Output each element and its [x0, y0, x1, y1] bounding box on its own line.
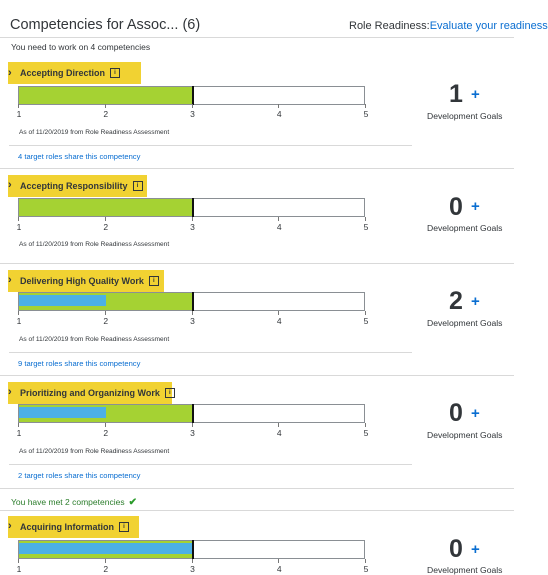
scale-tick: [18, 559, 19, 563]
scale-tick: [192, 217, 193, 221]
scale-label: 3: [190, 109, 195, 119]
info-icon[interactable]: i: [149, 276, 159, 286]
scale-tick: [192, 311, 193, 315]
scale-label: 1: [16, 109, 22, 119]
scale-label: 1: [16, 428, 22, 438]
scale-tick: [365, 104, 366, 108]
scale-tick: [192, 104, 193, 108]
section-divider: [0, 488, 514, 489]
goal-count: 2: [449, 287, 463, 315]
scale-tick: [365, 311, 366, 315]
expected-rating-marker: [192, 404, 194, 423]
goal-count: 0: [449, 193, 463, 221]
scale-label: 2: [103, 222, 109, 232]
development-goals-label[interactable]: Development Goals: [427, 565, 503, 575]
rating-bar: [18, 404, 365, 423]
divider: [9, 352, 412, 353]
development-goals-label[interactable]: Development Goals: [427, 430, 503, 440]
development-goals-label[interactable]: Development Goals: [427, 318, 503, 328]
competency-title[interactable]: [20, 181, 143, 192]
plus-icon[interactable]: +: [471, 405, 480, 422]
scale-label: 3: [190, 428, 195, 438]
as-of-text: As of 11/20/2019 from Role Readiness Assessment: [19, 448, 170, 455]
scale-label: 5: [363, 428, 369, 438]
scale-label: 5: [363, 564, 369, 574]
scale-label: 5: [363, 222, 369, 232]
chevron-right-icon[interactable]: ›: [8, 179, 12, 191]
info-icon[interactable]: i: [165, 388, 175, 398]
scale-label: 4: [276, 316, 282, 326]
role-readiness: [349, 20, 548, 32]
expected-rating-marker: [192, 540, 194, 559]
scale-label: 2: [103, 109, 109, 119]
chevron-right-icon[interactable]: ›: [8, 67, 12, 79]
scale-label: 5: [363, 316, 369, 326]
current-rating-fill: [19, 87, 193, 104]
shared-roles-link[interactable]: 4 target roles share this competency: [18, 152, 141, 161]
goal-count: 1: [449, 80, 463, 108]
scale-tick: [365, 423, 366, 427]
shared-roles-link[interactable]: 2 target roles share this competency: [18, 471, 141, 480]
chevron-right-icon[interactable]: ›: [8, 520, 12, 532]
scale-tick: [192, 559, 193, 563]
scale-label: 5: [363, 109, 369, 119]
scale-tick: [105, 104, 106, 108]
goal-count: 0: [449, 399, 463, 427]
scale-tick: [192, 423, 193, 427]
check-icon: ✔: [128, 497, 137, 508]
scale-tick: [105, 559, 106, 563]
rating-bar: [18, 86, 365, 105]
scale-label: 3: [190, 316, 195, 326]
scale-label: 2: [103, 316, 109, 326]
scale-tick: [278, 217, 279, 221]
met-summary: [11, 497, 137, 508]
competency-name[interactable]: Acquiring Information: [20, 522, 114, 532]
as-of-text: As of 11/20/2019 from Role Readiness Assessment: [19, 336, 170, 343]
expected-rating-marker: [192, 86, 194, 105]
self-rating-fill: [19, 543, 193, 554]
self-rating-fill: [19, 295, 106, 306]
development-goals-label[interactable]: Development Goals: [427, 111, 503, 121]
as-of-text: As of 11/20/2019 from Role Readiness Assessment: [19, 241, 170, 248]
self-rating-fill: [19, 407, 106, 418]
scale-label: 2: [103, 564, 109, 574]
scale-tick: [278, 311, 279, 315]
expected-rating-marker: [192, 292, 194, 311]
section-divider: [0, 510, 514, 511]
info-icon[interactable]: i: [110, 68, 120, 78]
scale-label: 3: [190, 222, 195, 232]
rating-bar: [18, 292, 365, 311]
competency-title[interactable]: [20, 68, 120, 79]
plus-icon[interactable]: +: [471, 198, 480, 215]
competency-name[interactable]: Prioritizing and Organizing Work: [20, 388, 160, 398]
scale-tick: [278, 104, 279, 108]
current-rating-fill: [19, 199, 193, 216]
scale-tick: [18, 104, 19, 108]
scale-label: 4: [276, 564, 282, 574]
as-of-text: As of 11/20/2019 from Role Readiness Assessment: [19, 129, 170, 136]
plus-icon[interactable]: +: [471, 293, 480, 310]
info-icon[interactable]: i: [119, 522, 129, 532]
scale-label: 4: [276, 109, 282, 119]
scale-label: 2: [103, 428, 109, 438]
scale-tick: [278, 423, 279, 427]
plus-icon[interactable]: +: [471, 541, 480, 558]
divider: [9, 145, 412, 146]
competency-name[interactable]: Accepting Direction: [20, 68, 106, 78]
chevron-right-icon[interactable]: ›: [8, 386, 12, 398]
goal-count: 0: [449, 535, 463, 563]
section-divider: [0, 168, 514, 169]
competency-title[interactable]: [20, 276, 159, 287]
evaluate-readiness-link[interactable]: Evaluate your readiness: [429, 20, 548, 32]
scale-tick: [365, 559, 366, 563]
met-summary-text: You have met 2 competencies: [11, 497, 125, 507]
scale-tick: [105, 311, 106, 315]
competency-name[interactable]: Accepting Responsibility: [20, 181, 128, 191]
scale-label: 4: [276, 428, 282, 438]
scale-label: 3: [190, 564, 195, 574]
competency-name[interactable]: Delivering High Quality Work: [20, 276, 144, 286]
shared-roles-link[interactable]: 9 target roles share this competency: [18, 359, 141, 368]
chevron-right-icon[interactable]: ›: [8, 274, 12, 286]
scale-tick: [105, 217, 106, 221]
page-title: Competencies for Assoc... (6): [10, 17, 201, 33]
scale-tick: [18, 217, 19, 221]
info-icon[interactable]: i: [133, 181, 143, 191]
scale-label: 1: [16, 222, 22, 232]
development-goals-label[interactable]: Development Goals: [427, 223, 503, 233]
section-divider: [0, 375, 514, 376]
header-divider: [0, 37, 514, 38]
scale-tick: [18, 311, 19, 315]
scale-label: 4: [276, 222, 282, 232]
rating-bar: [18, 540, 365, 559]
scale-tick: [18, 423, 19, 427]
role-readiness-label: Role Readiness:: [349, 20, 430, 32]
section-divider: [0, 263, 514, 264]
expected-rating-marker: [192, 198, 194, 217]
scale-tick: [365, 217, 366, 221]
competency-title[interactable]: [20, 388, 175, 399]
competency-title[interactable]: [20, 522, 129, 533]
need-work-summary: You need to work on 4 competencies: [11, 42, 151, 52]
scale-label: 1: [16, 316, 22, 326]
divider: [9, 464, 412, 465]
rating-bar: [18, 198, 365, 217]
scale-label: 1: [16, 564, 22, 574]
scale-tick: [278, 559, 279, 563]
scale-tick: [105, 423, 106, 427]
plus-icon[interactable]: +: [471, 86, 480, 103]
